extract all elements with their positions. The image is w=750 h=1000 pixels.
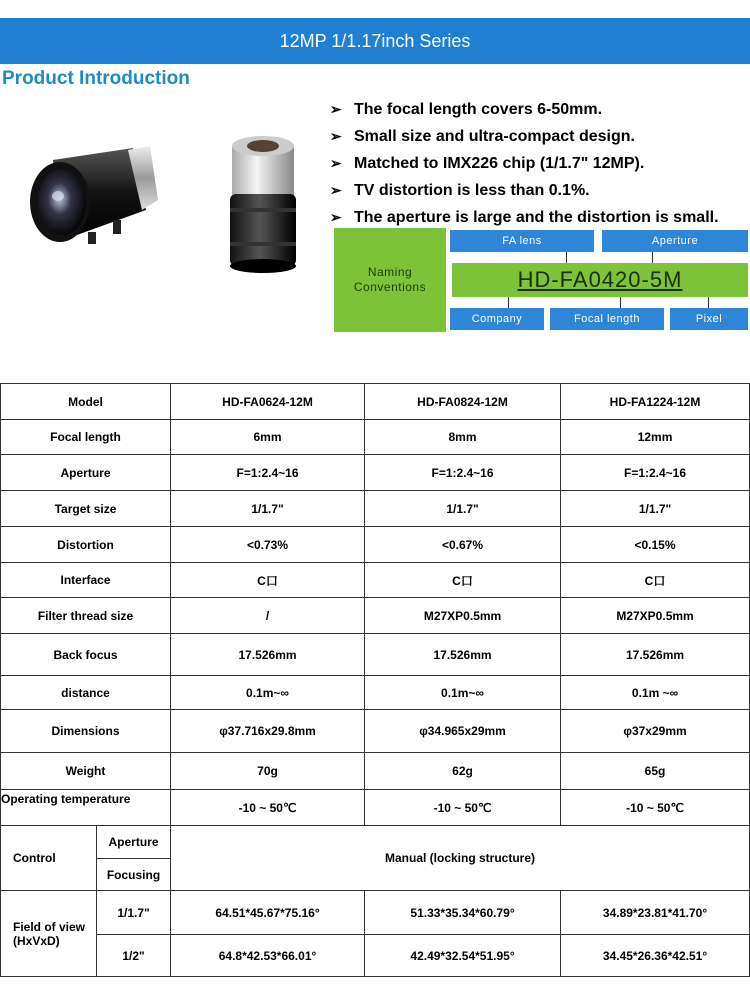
table-row [1, 753, 750, 790]
table-row [1, 676, 750, 710]
row-label: Target size [1, 491, 171, 527]
cell: C口 [561, 563, 750, 598]
cell: -10 ~ 50℃ [171, 790, 365, 826]
fov-sensor: 1/1.7" [97, 891, 171, 935]
cell: <0.73% [171, 527, 365, 563]
table-row [1, 790, 750, 826]
cell: 0.1m ~∞ [561, 676, 750, 710]
control-sub-aperture: Aperture [97, 826, 171, 859]
feature-item: ➢ Matched to IMX226 chip (1/1.7" 12MP). [330, 150, 719, 177]
table-row [1, 710, 750, 753]
naming-code: HD-FA04 20 -5M [452, 263, 748, 297]
cell: φ37.716x29.8mm [171, 710, 365, 753]
product-introduction-title: Product Introduction [2, 68, 190, 89]
cell: 62g [365, 753, 561, 790]
row-label: Focal length [1, 420, 171, 455]
series-title: 12MP 1/1.17inch Series [279, 30, 471, 51]
feature-item: ➢ TV distortion is less than 0.1%. [330, 177, 719, 204]
table-header-row [1, 384, 750, 420]
cell: 1/1.7" [365, 491, 561, 527]
cell: 1/1.7" [171, 491, 365, 527]
cell: 1/1.7" [561, 491, 750, 527]
control-label: Control [1, 826, 97, 891]
cell: 70g [171, 753, 365, 790]
cell: F=1:2.4~16 [171, 455, 365, 491]
row-label: Distortion [1, 527, 171, 563]
naming-conventions-label: Naming Conventions [334, 228, 446, 332]
cell: 34.89*23.81*41.70° [561, 891, 750, 935]
pixel-label: Pixel [670, 308, 748, 330]
row-label: Aperture [1, 455, 171, 491]
control-value: Manual (locking structure) [171, 826, 750, 891]
cell: F=1:2.4~16 [561, 455, 750, 491]
control-sub-focusing: Focusing [97, 859, 171, 891]
model-header: Model [1, 384, 171, 420]
model-name: HD-FA1224-12M [561, 384, 750, 420]
fov-row [1, 891, 750, 935]
cell: 17.526mm [171, 634, 365, 676]
fov-sensor: 1/2" [97, 935, 171, 977]
cell: <0.15% [561, 527, 750, 563]
cell: 42.49*32.54*51.95° [365, 935, 561, 977]
table-row [1, 491, 750, 527]
focal-length-label: Focal length [550, 308, 664, 330]
feature-list [330, 96, 719, 231]
cell: C口 [171, 563, 365, 598]
cell: M27XP0.5mm [365, 598, 561, 634]
feature-item: ➢ The focal length covers 6-50mm. [330, 96, 719, 123]
naming-conventions-diagram [334, 228, 748, 332]
cell: φ37x29mm [561, 710, 750, 753]
model-name: HD-FA0824-12M [365, 384, 561, 420]
cell: 17.526mm [561, 634, 750, 676]
row-label: Operating temperature [1, 790, 171, 826]
cell: <0.67% [365, 527, 561, 563]
cell: M27XP0.5mm [561, 598, 750, 634]
table-row [1, 598, 750, 634]
row-label: Back focus [1, 634, 171, 676]
row-label: Dimensions [1, 710, 171, 753]
cell: 0.1m~∞ [365, 676, 561, 710]
model-name: HD-FA0624-12M [171, 384, 365, 420]
table-row [1, 634, 750, 676]
company-label: Company [450, 308, 544, 330]
cell: 8mm [365, 420, 561, 455]
series-banner [0, 18, 750, 64]
cell: 51.33*35.34*60.79° [365, 891, 561, 935]
feature-item: ➢ The aperture is large and the distortion is small. [330, 204, 719, 231]
cell: 17.526mm [365, 634, 561, 676]
table-row [1, 527, 750, 563]
lens-image-angled [18, 140, 168, 260]
feature-item: ➢ Small size and ultra-compact design. [330, 123, 719, 150]
cell: 12mm [561, 420, 750, 455]
fa-lens-label: FA lens [450, 230, 594, 252]
arrow-bullet-icon: ➢ [330, 182, 342, 198]
cell: C口 [365, 563, 561, 598]
row-label: Interface [1, 563, 171, 598]
lens-image-upright [222, 134, 302, 274]
specifications-table [0, 383, 750, 977]
arrow-bullet-icon: ➢ [330, 155, 342, 171]
table-row [1, 455, 750, 491]
arrow-bullet-icon: ➢ [330, 101, 342, 117]
row-label: distance [1, 676, 171, 710]
arrow-bullet-icon: ➢ [330, 209, 342, 225]
aperture-label: Aperture [602, 230, 748, 252]
cell: 64.51*45.67*75.16° [171, 891, 365, 935]
fov-label: Field of view (HxVxD) [1, 891, 97, 977]
table-row [1, 420, 750, 455]
row-label: Filter thread size [1, 598, 171, 634]
cell: 64.8*42.53*66.01° [171, 935, 365, 977]
cell: -10 ~ 50℃ [365, 790, 561, 826]
cell: / [171, 598, 365, 634]
cell: F=1:2.4~16 [365, 455, 561, 491]
cell: 65g [561, 753, 750, 790]
control-row [1, 826, 750, 859]
cell: 34.45*26.36*42.51° [561, 935, 750, 977]
cell: 0.1m~∞ [171, 676, 365, 710]
cell: 6mm [171, 420, 365, 455]
fov-row [1, 935, 750, 977]
table-row [1, 563, 750, 598]
cell: φ34.965x29mm [365, 710, 561, 753]
cell: -10 ~ 50℃ [561, 790, 750, 826]
row-label: Weight [1, 753, 171, 790]
arrow-bullet-icon: ➢ [330, 128, 342, 144]
